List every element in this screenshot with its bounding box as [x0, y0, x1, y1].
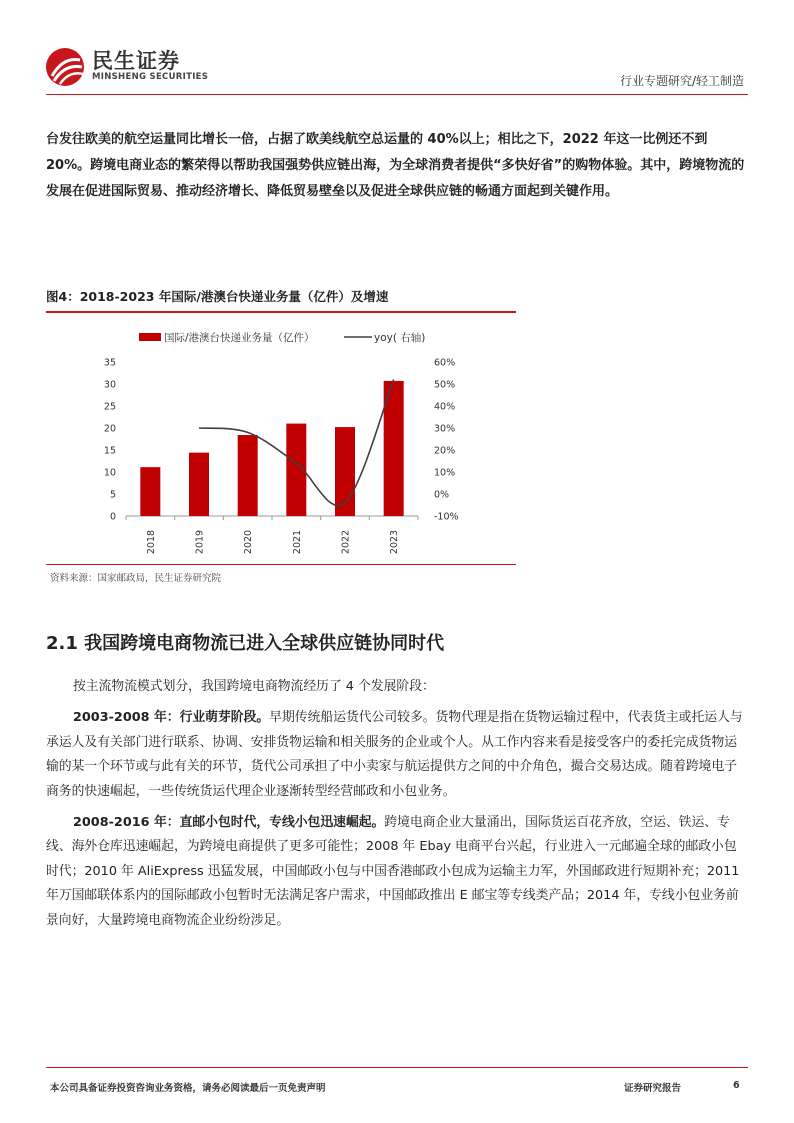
footer-disclaimer: 本公司具备证券投资咨询业务资格，请务必阅读最后一页免责声明: [50, 1083, 326, 1094]
legend-bar-label: 国际/港澳台快递业务量（亿件）: [164, 332, 315, 344]
left-tick-label: 5: [109, 489, 116, 501]
stage-lead-2: 2008-2016 年：直邮小包时代，专线小包迅速崛起。: [73, 815, 385, 831]
right-tick-label: 10%: [434, 467, 456, 479]
x-tick-label: 2023: [389, 529, 401, 555]
left-tick-label: 35: [103, 357, 116, 369]
footer-report-type: 证券研究报告: [624, 1083, 682, 1094]
left-tick-label: 15: [103, 445, 116, 457]
x-tick-label: 2022: [340, 529, 352, 555]
right-tick-label: 0%: [434, 489, 450, 501]
left-tick-label: 25: [103, 401, 116, 413]
figure-bottom-rule: [46, 564, 516, 565]
figure-source: 资料来源：国家邮政局，民生证券研究院: [50, 573, 222, 584]
page-number: 6: [733, 1080, 740, 1091]
figure-title: 图4：2018-2023 年国际/港澳台快递业务量（亿件）及增速: [46, 289, 389, 304]
report-category: 行业专题研究/轻工制造: [619, 74, 744, 88]
right-tick-label: 20%: [434, 445, 456, 457]
section-body: [46, 675, 746, 933]
logo-text-cn: 民生证券: [92, 49, 180, 73]
chart-legend: [139, 331, 425, 344]
left-tick-label: 30: [103, 379, 116, 391]
left-tick-label: 20: [103, 423, 116, 435]
bar-2018: [140, 467, 160, 516]
stage-text-2: 跨境电商企业大量涌出，国际货运百花齐放，空运、铁运、专线、海外仓库迅速崛起，为跨境电商提供了更多可能性；2008 年 Ebay 电商平台兴起，行业进入一元邮遍全球的邮政小包时代；2010 年 AliExpress 迅猛发展，中国邮政小包与中国香港邮政小包成为运输主力军，外国邮政进行短期补充；2011 年万国邮联体系内的国际邮政小包暂时无法满足客户需求，中国邮政推出 E 邮宝等专线类产品；2014 年，专线小包业务前景向好，大量跨境电商物流企业纷纷涉足。: [46, 815, 740, 928]
minsheng-logo-icon: [46, 48, 84, 86]
right-tick-label: 60%: [434, 357, 456, 369]
right-tick-label: 30%: [434, 423, 456, 435]
left-axis-ticks: [104, 358, 116, 523]
x-tick-label: 2019: [194, 529, 206, 555]
bar-2019: [189, 453, 209, 516]
footer-divider: [46, 1067, 748, 1068]
right-tick-label: 50%: [434, 379, 456, 391]
x-axis-ticks: [126, 516, 418, 554]
section-intro: 按主流物流模式划分，我国跨境电商物流经历了 4 个发展阶段：: [73, 679, 435, 694]
header-divider: [46, 94, 748, 95]
bar-series: [140, 381, 403, 516]
bar-2020: [238, 435, 258, 516]
logo-text-en: MINSHENG SECURITIES: [92, 72, 209, 82]
x-tick-label: 2020: [243, 529, 255, 555]
stage-text-1: 早期传统船运货代公司较多。货物代理是指在货物运输过程中，代表货主或托运人与承运人及有关部门进行联系、协调、安排货物运输和相关服务的企业或个人。从工作内容来看是接受客户的委托完成货物运输的某一个环节或与此有关的环节，货代公司承担了中小卖家与航运提供方之间的中介角色，撮合交易达成。随着跨境电子商务的快速崛起，一些传统货运代理企业逐渐转型经营邮政和小包业务。: [46, 710, 743, 799]
x-tick-label: 2018: [145, 529, 157, 555]
right-axis-ticks: [434, 358, 459, 523]
x-tick-label: 2021: [291, 529, 303, 555]
stage-paragraph-1: [46, 706, 746, 804]
section-title: 2.1 我国跨境电商物流已进入全球供应链协同时代: [46, 633, 445, 654]
left-tick-label: 10: [103, 467, 116, 479]
figure-top-rule: [46, 311, 516, 313]
right-tick-label: 40%: [434, 401, 456, 413]
stage-paragraph-2: [46, 811, 746, 933]
express-volume-chart: [46, 318, 516, 562]
left-tick-label: 0: [109, 511, 116, 523]
stage-lead-1: 2003-2008 年：行业萌芽阶段。: [73, 710, 270, 726]
legend-bar-swatch: [139, 333, 161, 341]
right-tick-label: -10%: [434, 511, 459, 523]
legend-line-label: yoy( 右轴): [374, 332, 426, 344]
intro-paragraph: 台发往欧美的航空运量同比增长一倍，占据了欧美线航空总运量的 40%以上；相比之下，2022 年这一比例还不到 20%。跨境电商业态的繁荣得以帮助我国强势供应链出海，为全球消费者提供“多快好省”的购物体验。其中，跨境物流的发展在促进国际贸易、推动经济增长、降低贸易壁垒以及促进全球供应链的畅通方面起到关键作用。: [46, 132, 745, 200]
